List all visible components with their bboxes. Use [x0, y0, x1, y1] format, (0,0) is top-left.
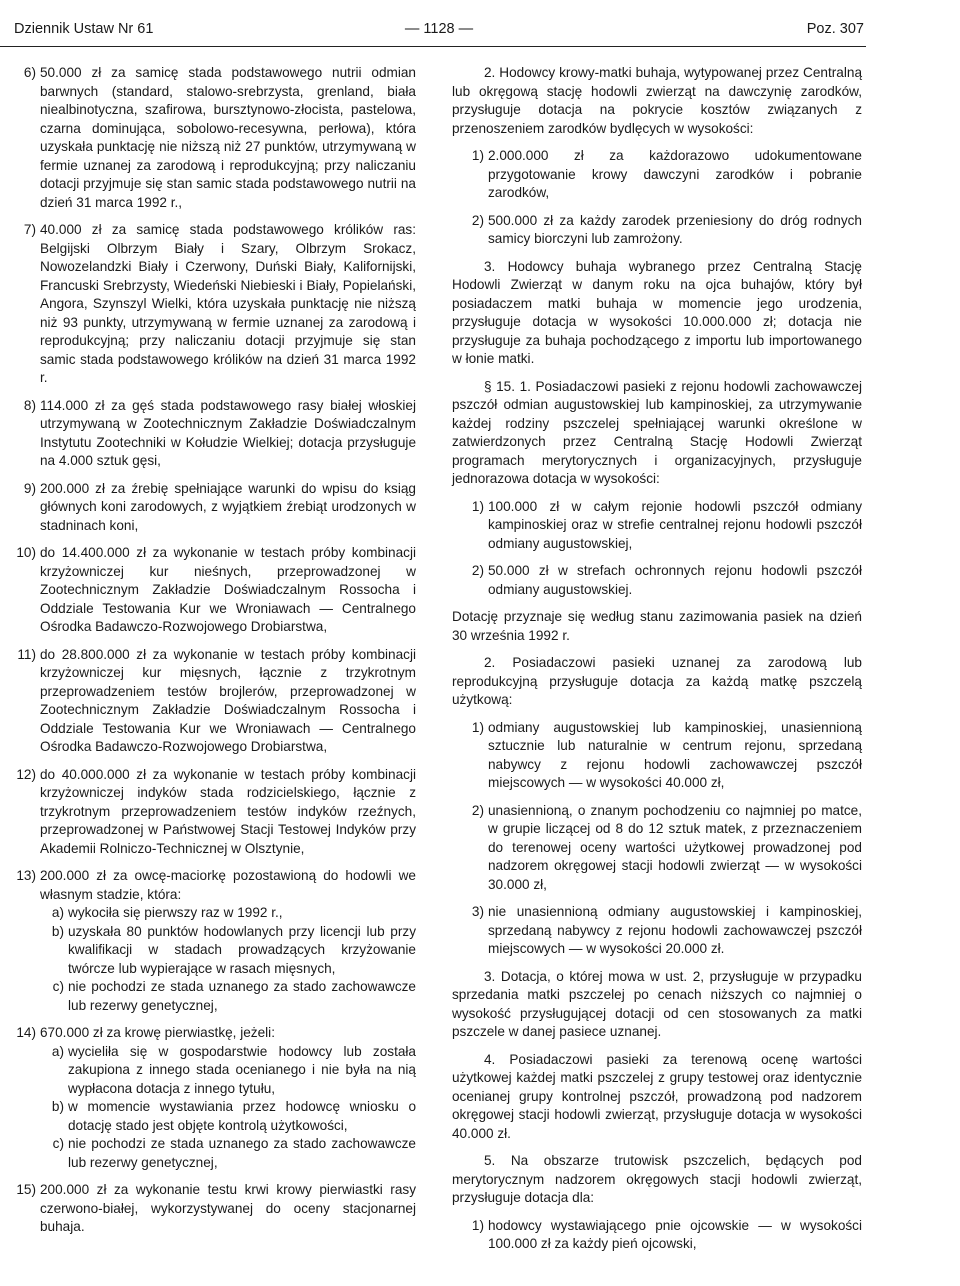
position-number: Poz. 307 [806, 21, 864, 37]
sub-item-letter: b) [51, 1099, 64, 1114]
sub-item [40, 978, 416, 1015]
page-number: — 1128 — [404, 21, 474, 37]
list-item [6, 397, 416, 471]
list-item [6, 646, 416, 757]
list-item-text: unasiennioną, o znanym pochodzeniu co najmniej po matce, w grupie liczącej od 8 do 12 sztuk matek, z przeznaczeniem do terenowej oceny wartości użytkowej prowadzonej pod nadzorem okręgowej stacji hodowli zwierząt — w wysokości 30.000 zł, [488, 802, 862, 892]
list-item [6, 480, 416, 536]
section-15-1-after: Dotację przyznaje się według stanu zazimowania pasiek na dzień 30 września 1992 r. [452, 609, 862, 643]
list-item-number: 8) [23, 397, 36, 413]
list-item-text: hodowcy wystawiającego pnie ojcowskie — w wysokości 100.000 zł za każdy pień ojcowski, [488, 1217, 862, 1251]
list-item-number: 7) [23, 222, 36, 237]
list-item-number: 14) [16, 1025, 36, 1040]
list-item-number: 1) [471, 498, 484, 514]
list-item-number: 2) [471, 212, 484, 228]
sub-item-letter: c) [52, 979, 64, 994]
list-item-text: 500.000 zł za każdy zarodek przeniesiony do dróg rodnych samicy biorczyni lub zamrożony. [488, 212, 862, 246]
list-item-text: odmiany augustowskiej lub kampinoskiej, unasiennioną sztucznie lub naturalnie w centrum rejonu, sprzedaną nabywcy z rejonu hodowli zachowawczej pszczół miejscowych — w wysokości 40.000 zł, [488, 719, 862, 790]
list-item-text: 2.000.000 zł za każdorazowo udokumentowane przygotowanie krowy dawczyni zarodków i pobranie zarodków, [488, 148, 862, 200]
list-item [452, 147, 862, 203]
list-item-text: do 40.000.000 zł za wykonanie w testach próby kombinacji krzyżowniczej indyków stada rodzicielskiego, łącznie z trzykrotnym przeprowadzeniem testów indyków rzeźnych, przeprowadzonej w Państwowej Stacji Testowej Indyków przy Akademii Rolniczo-Technicznej w Olsztynie, [40, 766, 416, 856]
list-item-number: 2) [471, 802, 484, 818]
list-item [452, 719, 862, 793]
list-item-text: 200.000 zł za owcę-maciorkę pozostawioną do hodowli we własnym stadzie, która: [40, 868, 416, 902]
page-header [14, 20, 864, 40]
sub-item-letter: a) [51, 905, 64, 920]
list-item-number: 13) [16, 868, 36, 883]
sub-item-letter: b) [51, 923, 64, 939]
section-15-1: § 15. 1. Posiadaczowi pasieki z rejonu hodowli zachowawczej pszczół odmian augustowskiej lub kampinoskiej, za utrzymywanie każdej rodziny pszczelej spełniającej warunki określone w zatwierdzonych przez Centralną Stację Hodowli Zwierząt programach merytorycznych i organizacyjnych, przysługuje jednorazowa dotacja w wysokości: [452, 378, 862, 486]
section-15-2-items [452, 719, 862, 959]
paragraph-2-items [452, 147, 862, 249]
sub-item-text: nie pochodzi ze stada uznanego za stado zachowawcze lub rezerwy genetycznej, [68, 1136, 416, 1170]
list-item-text: 50.000 zł w strefach ochronnych rejonu hodowli pszczół odmiany augustowskiej. [488, 563, 862, 597]
list-item-number: 1) [471, 148, 484, 163]
list-item [452, 498, 862, 554]
section-15-5-items [452, 1217, 862, 1254]
list-item-number: 1) [471, 719, 484, 735]
paragraph-2: 2. Hodowcy krowy-matki buhaja, wytypowanej przez Centralną lub okręgową stację hodowli zwierząt na dawczynię zarodków, przysługuje dotacja na pokrycie kosztów związanych z przenoszeniem zarodków bydlęcych w wysokości: [452, 65, 862, 136]
sub-item-text: uzyskała 80 punktów hodowlanych przy licencji lub przy kwalifikacji w stadach prowadzących krzyżowanie twórcze lub wypierające w rasach mięsnych, [68, 923, 416, 976]
list-item [6, 766, 416, 859]
sub-item [40, 1043, 416, 1099]
list-item [452, 562, 862, 599]
sub-item-letter: c) [52, 1136, 64, 1151]
left-column [6, 64, 416, 1246]
list-item [6, 1181, 416, 1237]
section-15-5: 5. Na obszarze trutowisk pszczelich, będących pod merytorycznym nadzorem okręgowych stacji hodowli zwierząt, przysługuje dotacja dla: [452, 1153, 862, 1205]
list-item-number: 6) [23, 65, 36, 80]
journal-title: Dziennik Ustaw Nr 61 [14, 21, 154, 37]
list-item-text: nie unasiennioną odmiany augustowskiej i kampinoskiej, sprzedaną nabywcy z rejonu hodowli zachowawczej pszczół miejscowych — w wysokości 20.000 zł. [488, 904, 862, 956]
list-item-text: 670.000 zł za krowę pierwiastkę, jeżeli: [40, 1025, 275, 1040]
list-item-text: do 28.800.000 zł za wykonanie w testach próby kombinacji krzyżowniczej kur mięsnych, łącznie z trzykrotnym przeprowadzeniem testów brojlerów, przeprowadzonej w Zootechnicznym Zakładzie Doświadczalnym Rossocha i Oddziale Testowania Kur we Wroniawach — Centralnego Ośrodka Badawczo-Rozwojowego Drobiarstwa, [40, 646, 416, 754]
list-item [6, 64, 416, 212]
list-item-number: 10) [16, 545, 36, 560]
list-item [452, 212, 862, 249]
list-item-text: 50.000 zł za samicę stada podstawowego nutrii odmian barwnych (standard, stalowo-srebrzysta, grenland, biała niealbinotyczna, szafirowa, bursztynowo-złocista, pastelowa, czarna dominująca, sobolowo-recesywna, perłowa), która uzyskała punktację nie niższą niż 27 punktów, utrzymywaną w fermie uznanej za zarodową i reprodukcyjną; przy naliczaniu dotacji przyjmuje się stan samic stada podstawowego nutrii na dzień 31 marca 1992 r., [40, 65, 416, 210]
sub-item-text: nie pochodzi ze stada uznanego za stado zachowawcze lub rezerwy genetycznej, [68, 979, 416, 1013]
right-column [452, 64, 862, 1263]
list-item-text: 200.000 zł za źrebię spełniające warunki do wpisu do ksiąg głównych koni zarodowych, z wyjątkiem źrebiąt urodzonych w stadninach koni, [40, 480, 416, 533]
sub-item [40, 904, 416, 923]
header-rule [0, 46, 866, 47]
list-item-text: 40.000 zł za samicę stada podstawowego królików ras: Belgijski Olbrzym Biały i Szary, Olbrzym Srokacz, Nowozelandzki Biały i Czerwony, Duński Biały, Kalifornijski, Francuski Srebrzysty, Wiedeński Niebieski i Biały, Popielański, Angora, Szynszyl Wielki, która uzyskała punktację nie niższą niż 93 punkty, utrzymywaną w fermie uznanej za zarodową i reprodukcyjną; przy naliczaniu dotacji przyjmuje się stan samic stada podstawowego królików na dzień 31 marca 1992 r. [40, 222, 416, 385]
list-item [6, 544, 416, 637]
sub-item-text: wykociła się pierwszy raz w 1992 r., [68, 905, 283, 920]
paragraph-3: 3. Hodowcy buhaja wybranego przez Centralną Stację Hodowli Zwierząt w danym roku na ojca buhajów, który był posiadaczem matki buhaja w momencie jego urodzenia, przysługuje dotacja w wysokości 10.000.000 zł; dotacja nie przysługuje za buhaja pochodzącego z importu lub importowanego w łonie matki. [452, 258, 862, 366]
section-15-3: 3. Dotacja, o której mowa w ust. 2, przysługuje w przypadku sprzedania matki pszczelej po cenach niższych co najmniej o wysokość przysługującej dotacji od cen stosowanych za matki pszczele w danej pasiece uznanej. [452, 968, 862, 1039]
list-item-number: 9) [23, 480, 36, 496]
list-item [6, 221, 416, 388]
section-15-1-items [452, 498, 862, 600]
list-item [6, 867, 416, 1015]
list-item-number: 12) [16, 766, 36, 782]
list-item-text: do 14.400.000 zł za wykonanie w testach próby kombinacji krzyżowniczej kur nieśnych, przeprowadzonej w Zootechnicznym Zakładzie Doświadczalnym Rossocha i Oddziale Testowania Kur we Wroniawach — Centralnego Ośrodka Badawczo-Rozwojowego Drobiarstwa, [40, 545, 416, 634]
list-item [6, 1024, 416, 1172]
list-item [452, 903, 862, 959]
section-15-4: 4. Posiadaczowi pasieki za terenową ocenę wartości użytkowej każdej matki pszczelej z grupy testowej oraz identycznie ocenianej grupy kontrolnej pszczół, prowadzoną pod nadzorem okręgowej stacji hodowli zwierząt, przysługuje dotacja w wysokości 40.000 zł. [452, 1051, 862, 1141]
list-item-number: 15) [16, 1182, 36, 1197]
sub-item [40, 923, 416, 979]
list-item-number: 11) [17, 646, 36, 662]
sub-item [40, 1098, 416, 1135]
list-item-text: 114.000 zł za gęś stada podstawowego rasy białej włoskiej utrzymywaną w Zootechnicznym Zakładzie Doświadczalnym Instytutu Zootechniki w Kołudzie Wielkiej; dotacja przysługuje na 4.000 sztuk gęsi, [40, 397, 416, 468]
sub-item [40, 1135, 416, 1172]
sub-item-letter: a) [51, 1043, 64, 1059]
list-item-number: 1) [471, 1217, 484, 1233]
list-item-number: 2) [471, 563, 484, 578]
list-item [452, 802, 862, 895]
section-15-2: 2. Posiadaczowi pasieki uznanej za zarodową lub reprodukcyjną przysługuje dotacja za każdą matkę pszczelą użytkową: [452, 655, 862, 707]
sub-item-text: wycieliła się w gospodarstwie hodowcy lub została zakupiona z innego stada ocenianego i nie była na nią wypłacona dotacja z innego tytułu, [68, 1043, 416, 1096]
list-item-text: 100.000 zł w całym rejonie hodowli pszczół odmiany kampinoskiej oraz w strefie centralnej rejonu hodowli pszczół odmiany augustowskiej, [488, 498, 862, 551]
list-item [452, 1217, 862, 1254]
list-item-text: 200.000 zł za wykonanie testu krwi krowy pierwiastki rasy czerwono-białej, wykorzystywanej do oceny stacjonarnej buhaja. [40, 1182, 416, 1234]
sub-item-text: w momencie wystawiania przez hodowcę wniosku o dotację stado jest objęte kontrolą użytkowości, [68, 1099, 416, 1133]
list-item-number: 3) [471, 904, 484, 919]
